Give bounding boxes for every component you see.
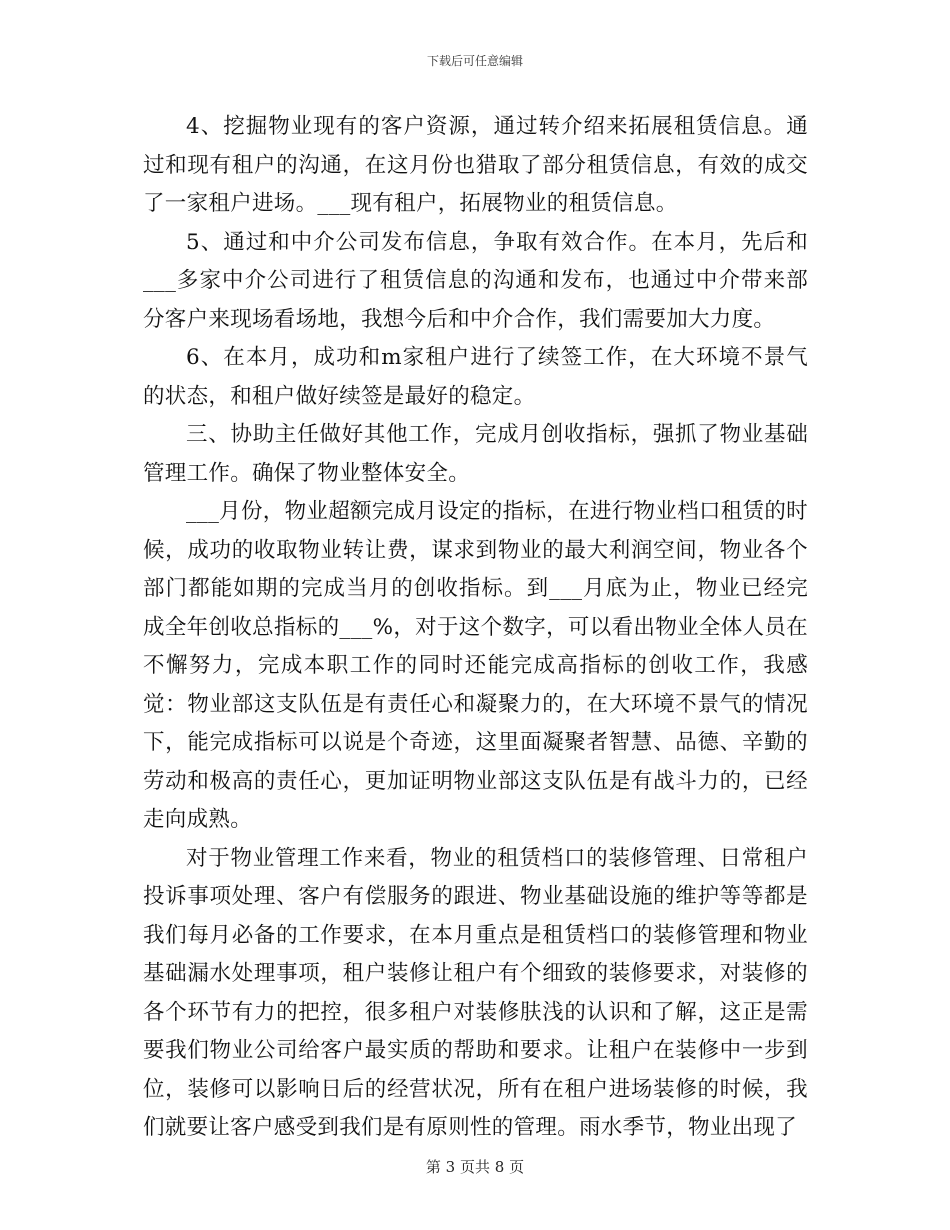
paragraph-item-6: 6、在本月，成功和m家租户进行了续签工作，在大环境不景气的状态，和租户做好续签是最好的稳定。 [143, 345, 808, 409]
document-body [143, 108, 808, 1148]
section-three-paragraph: 三、协助主任做好其他工作，完成月创收指标，强抓了物业基础管理工作。确保了物业整体安全。 [143, 422, 808, 486]
property-management-paragraph: 对于物业管理工作来看，物业的租赁档口的装修管理、日常租户投诉事项处理、客户有偿服务的跟进、物业基础设施的维护等等都是我们每月必备的工作要求，在本月重点是租赁档口的装修管理和物业基础漏水处理事项，租户装修让租户有个细致的装修要求，对装修的各个环节有力的把控，很多租户对装修肤浅的认识和了解，这正是需要我们物业公司给客户最实质的帮助和要求。让租户在装修中一步到位，装修可以影响日后的经营状况，所有在租户进场装修的时候，我们就要让客户感受到我们是有原则性的管理。雨水季节，物业出现了 [143, 845, 808, 1140]
page-header: 下载后可任意编辑 [426, 54, 523, 68]
page-footer: 第 3 页共 8 页 [425, 1158, 525, 1176]
paragraph-item-4: 4、挖掘物业现有的客户资源，通过转介绍来拓展租赁信息。通过和现有租户的沟通，在这月份也猎取了部分租赁信息，有效的成交了一家租户进场。___现有租户，拓展物业的租赁信息。 [143, 114, 808, 216]
paragraph-item-5: 5、通过和中介公司发布信息，争取有效合作。在本月，先后和___多家中介公司进行了租赁信息的沟通和发布，也通过中介带来部分客户来现场看场地，我想今后和中介合作，我们需要加大力度。 [143, 229, 808, 332]
monthly-indicator-paragraph: ___月份，物业超额完成月设定的指标，在进行物业档口租赁的时候，成功的收取物业转让费，谋求到物业的最大利润空间，物业各个部门都能如期的完成当月的创收指标。到___月底为止，物业已经完成全年创收总指标的___%，对于这个数字，可以看出物业全体人员在不懈努力，完成本职工作的同时还能完成高指标的创收工作，我感觉：物业部这支队伍是有责任心和凝聚力的，在大环境不景气的情况下，能完成指标可以说是个奇迹，这里面凝聚者智慧、品德、辛勤的劳动和极高的责任心，更加证明物业部这支队伍是有战斗力的，已经走向成熟。 [143, 499, 808, 832]
